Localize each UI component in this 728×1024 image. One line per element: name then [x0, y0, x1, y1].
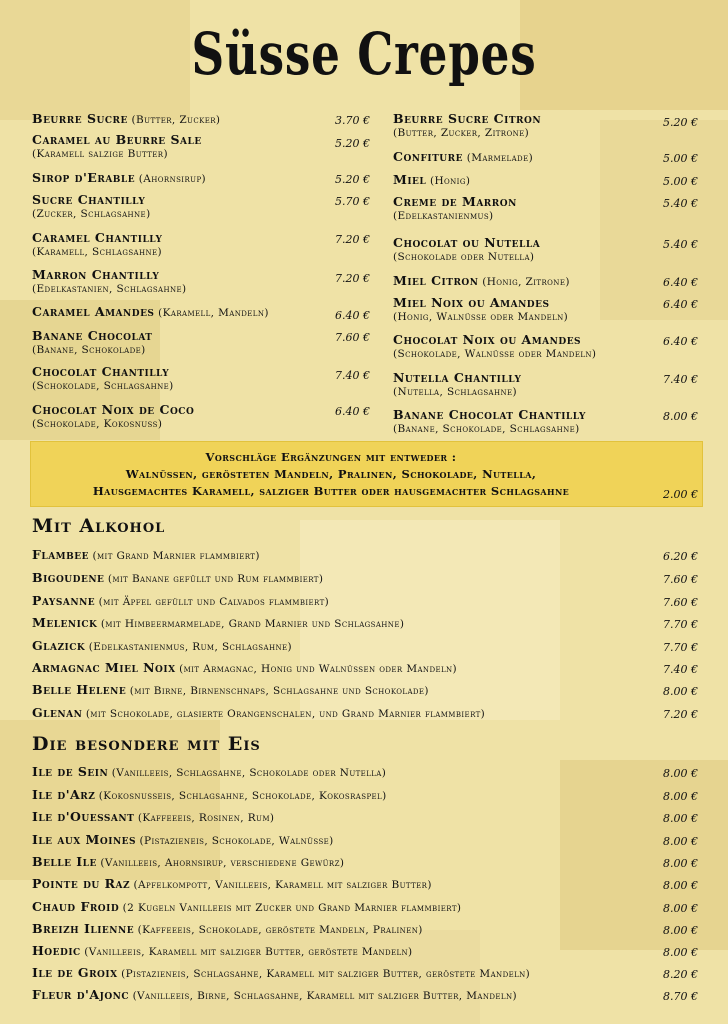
item-desc: (mit Banane gefüllt und Rum flammbiert) — [107, 573, 324, 585]
item-price: 6.40 € — [335, 309, 370, 322]
item-price: 3.70 € — [335, 114, 370, 127]
list-item — [32, 547, 632, 562]
item-price: 8.00 € — [663, 767, 698, 780]
list-item — [32, 921, 632, 936]
item-price: 7.40 € — [663, 663, 698, 676]
item-price: 8.00 € — [663, 790, 698, 803]
item-desc: (Nutella, Schlagsahne) — [393, 386, 518, 398]
item-price: 6.40 € — [335, 405, 370, 418]
list-item — [32, 943, 632, 958]
item-price: 5.40 € — [663, 197, 698, 210]
list-item — [32, 809, 632, 824]
item-price: 6.40 € — [663, 335, 698, 348]
list-item — [393, 173, 663, 188]
list-item — [32, 638, 632, 653]
section-heading-eis: Die besondere mit Eis — [32, 733, 261, 755]
item-name: Caramel Amandes — [32, 304, 155, 319]
item-desc: (2 Kugeln Vanilleeis mit Zucker und Grand Marnier flammbiert) — [122, 902, 462, 914]
item-price: 8.00 € — [663, 902, 698, 915]
item-name: Miel — [393, 172, 427, 187]
list-item — [32, 570, 632, 585]
item-name: Creme de Marron — [393, 194, 517, 209]
extras-line-3: Hausgemachtes Karamell, salziger Butter oder hausgemachter Schlagsahne — [92, 484, 570, 498]
list-item — [32, 329, 322, 357]
item-price: 5.70 € — [335, 195, 370, 208]
item-desc: (Vanilleeis, Ahornsirup, verschiedene Gewürz) — [100, 857, 345, 869]
item-desc: (mit Schokolade, glasierte Orangenschalen, und Grand Marnier flammbiert) — [85, 708, 486, 720]
list-item — [32, 965, 632, 980]
extras-line-1: Vorschläge Ergänzungen mit entweder : — [205, 450, 457, 464]
list-item — [32, 593, 632, 608]
item-name: Banane Chocolat — [32, 328, 153, 343]
item-name: Fleur d'Ajonc — [32, 987, 130, 1002]
item-name: Paysanne — [32, 593, 96, 608]
list-item — [32, 365, 322, 393]
item-price: 7.70 € — [663, 618, 698, 631]
list-item — [32, 876, 632, 891]
item-name: Chaud Froid — [32, 899, 120, 914]
item-name: Ile d'Ouessant — [32, 809, 135, 824]
list-item — [32, 171, 322, 186]
item-name: Chocolat ou Nutella — [393, 235, 541, 250]
item-name: Beurre Sucre Citron — [393, 111, 542, 126]
item-price: 7.60 € — [663, 573, 698, 586]
list-item — [393, 195, 663, 223]
item-desc: (Marmelade) — [466, 152, 534, 164]
item-price: 8.00 € — [663, 857, 698, 870]
item-desc: (mit Grand Marnier flammbiert) — [92, 550, 260, 562]
item-desc: (Kaffeeeis, Rosinen, Rum) — [137, 812, 275, 824]
item-price: 8.00 € — [663, 685, 698, 698]
list-item — [393, 408, 663, 436]
item-desc: (Vanilleeis, Schlagsahne, Schokolade oder Nutella) — [111, 767, 387, 779]
item-price: 7.20 € — [335, 272, 370, 285]
item-desc: (Schokolade, Schlagsahne) — [32, 380, 174, 392]
item-price: 8.00 € — [663, 879, 698, 892]
list-item — [32, 231, 322, 259]
item-name: Caramel Chantilly — [32, 230, 163, 245]
item-desc: (mit Birne, Birnenschnaps, Schlagsahne und Schokolade) — [129, 685, 429, 697]
item-name: Ile de Groix — [32, 965, 118, 980]
item-desc: (Pistazieneis, Schlagsahne, Karamell mit salziger Butter, geröstete Mandeln) — [121, 968, 531, 980]
list-item — [393, 296, 663, 324]
list-item — [32, 987, 632, 1002]
item-price: 6.40 € — [663, 298, 698, 311]
list-item — [32, 403, 322, 431]
item-price: 8.00 € — [663, 835, 698, 848]
item-price: 7.70 € — [663, 641, 698, 654]
item-desc: (Edelkastanienmus) — [393, 210, 494, 222]
item-desc: (Vanilleeis, Karamell mit salziger Butter, geröstete Mandeln) — [84, 946, 413, 958]
item-name: Ile d'Arz — [32, 787, 96, 802]
item-name: Glenan — [32, 705, 83, 720]
item-desc: (Ahornsirup) — [138, 173, 207, 185]
item-name: Banane Chocolat Chantilly — [393, 407, 586, 422]
item-price: 5.00 € — [663, 175, 698, 188]
item-price: 6.20 € — [663, 550, 698, 563]
item-price: 8.00 € — [663, 946, 698, 959]
list-item — [32, 305, 322, 320]
item-desc: (Banane, Schokolade) — [32, 344, 146, 356]
list-item — [32, 682, 632, 697]
item-desc: (Kokosnusseis, Schlagsahne, Schokolade, Kokosraspel) — [98, 790, 387, 802]
page-title: Süsse Crepes — [191, 20, 537, 88]
extras-box — [30, 441, 703, 507]
item-price: 5.20 € — [335, 137, 370, 150]
item-desc: (Kaffeeeis, Schokolade, geröstete Mandeln, Pralinen) — [137, 924, 423, 936]
item-desc: (Apfelkompott, Vanilleeis, Karamell mit salziger Butter) — [133, 879, 432, 891]
item-name: Chocolat Noix ou Amandes — [393, 332, 582, 347]
item-name: Caramel au Beurre Sale — [32, 132, 202, 147]
list-item — [393, 274, 663, 289]
item-name: Flambee — [32, 547, 89, 562]
list-item — [32, 615, 632, 630]
item-price: 5.40 € — [663, 238, 698, 251]
list-item — [393, 236, 663, 264]
list-item — [393, 333, 673, 361]
list-item — [32, 899, 632, 914]
item-price: 5.20 € — [663, 116, 698, 129]
item-price: 7.40 € — [335, 369, 370, 382]
section-heading-alkohol: Mit Alkohol — [32, 515, 166, 537]
item-desc: (Banane, Schokolade, Schlagsahne) — [393, 423, 580, 435]
list-item — [32, 193, 322, 221]
extras-line-2: Walnüssen, gerösteten Mandeln, Pralinen, Schokolade, Nutella, — [125, 467, 537, 481]
item-price: 8.00 € — [663, 812, 698, 825]
item-desc: (Zucker, Schlagsahne) — [32, 208, 151, 220]
item-desc: (Butter, Zucker, Zitrone) — [393, 127, 530, 139]
item-name: Chocolat Noix de Coco — [32, 402, 195, 417]
item-price: 8.00 € — [663, 924, 698, 937]
item-desc: (Butter, Zucker) — [131, 114, 221, 126]
item-desc: (Vanilleeis, Birne, Schlagsahne, Karamell mit salziger Butter, Mandeln) — [132, 990, 517, 1002]
item-price: 5.00 € — [663, 152, 698, 165]
item-desc: (Edelkastanienmus, Rum, Schlagsahne) — [88, 641, 292, 653]
item-desc: (Karamell, Mandeln) — [158, 307, 269, 319]
list-item — [32, 112, 322, 127]
item-desc: (Honig, Walnüsse oder Mandeln) — [393, 311, 569, 323]
list-item — [393, 371, 663, 399]
list-item — [393, 112, 663, 140]
item-name: Ile de Sein — [32, 764, 109, 779]
item-price: 7.20 € — [335, 233, 370, 246]
item-desc: (Schokolade, Walnüsse oder Mandeln) — [393, 348, 597, 360]
item-desc: (Pistazieneis, Schokolade, Walnüsse) — [139, 835, 334, 847]
item-name: Confiture — [393, 149, 463, 164]
item-name: Glazick — [32, 638, 86, 653]
item-desc: (mit Himbeermarmelade, Grand Marnier und Schlagsahne) — [100, 618, 405, 630]
item-name: Bigoudene — [32, 570, 105, 585]
item-price: 6.40 € — [663, 276, 698, 289]
item-name: Hoedic — [32, 943, 81, 958]
list-item — [32, 268, 322, 296]
item-price: 8.00 € — [663, 410, 698, 423]
extras-price: 2.00 € — [663, 488, 698, 501]
item-desc: (Karamell, Schlagsahne) — [32, 246, 163, 258]
item-desc: (mit Armagnac, Honig und Walnüssen oder Mandeln) — [179, 663, 458, 675]
item-desc: (Edelkastanien, Schlagsahne) — [32, 283, 187, 295]
item-name: Breizh Ilienne — [32, 921, 135, 936]
item-price: 7.60 € — [335, 331, 370, 344]
item-name: Beurre Sucre — [32, 111, 128, 126]
list-item — [32, 832, 632, 847]
list-item — [32, 660, 632, 675]
list-item — [32, 133, 322, 161]
item-name: Belle Helene — [32, 682, 127, 697]
item-name: Sucre Chantilly — [32, 192, 146, 207]
list-item — [32, 764, 632, 779]
item-name: Nutella Chantilly — [393, 370, 522, 385]
item-desc: (mit Äpfel gefüllt und Calvados flammbiert) — [98, 596, 330, 608]
item-name: Pointe du Raz — [32, 876, 131, 891]
item-price: 7.20 € — [663, 708, 698, 721]
item-price: 5.20 € — [335, 173, 370, 186]
item-name: Armagnac Miel Noix — [32, 660, 176, 675]
item-desc: (Schokolade, Kokosnuss) — [32, 418, 163, 430]
item-name: Miel Citron — [393, 273, 479, 288]
item-name: Belle Ile — [32, 854, 97, 869]
item-desc: (Karamell salzige Butter) — [32, 148, 168, 160]
item-name: Melenick — [32, 615, 98, 630]
item-price: 7.40 € — [663, 373, 698, 386]
list-item — [32, 705, 632, 720]
item-name: Marron Chantilly — [32, 267, 160, 282]
item-price: 8.20 € — [663, 968, 698, 981]
item-price: 8.70 € — [663, 990, 698, 1003]
item-desc: (Honig, Zitrone) — [482, 276, 570, 288]
item-desc: (Honig) — [429, 175, 471, 187]
item-name: Sirop d'Erable — [32, 170, 136, 185]
item-name: Ile aux Moines — [32, 832, 137, 847]
item-name: Chocolat Chantilly — [32, 364, 170, 379]
item-name: Miel Noix ou Amandes — [393, 295, 550, 310]
list-item — [32, 854, 632, 869]
list-item — [393, 150, 663, 165]
item-price: 7.60 € — [663, 596, 698, 609]
list-item — [32, 787, 632, 802]
item-desc: (Schokolade oder Nutella) — [393, 251, 535, 263]
